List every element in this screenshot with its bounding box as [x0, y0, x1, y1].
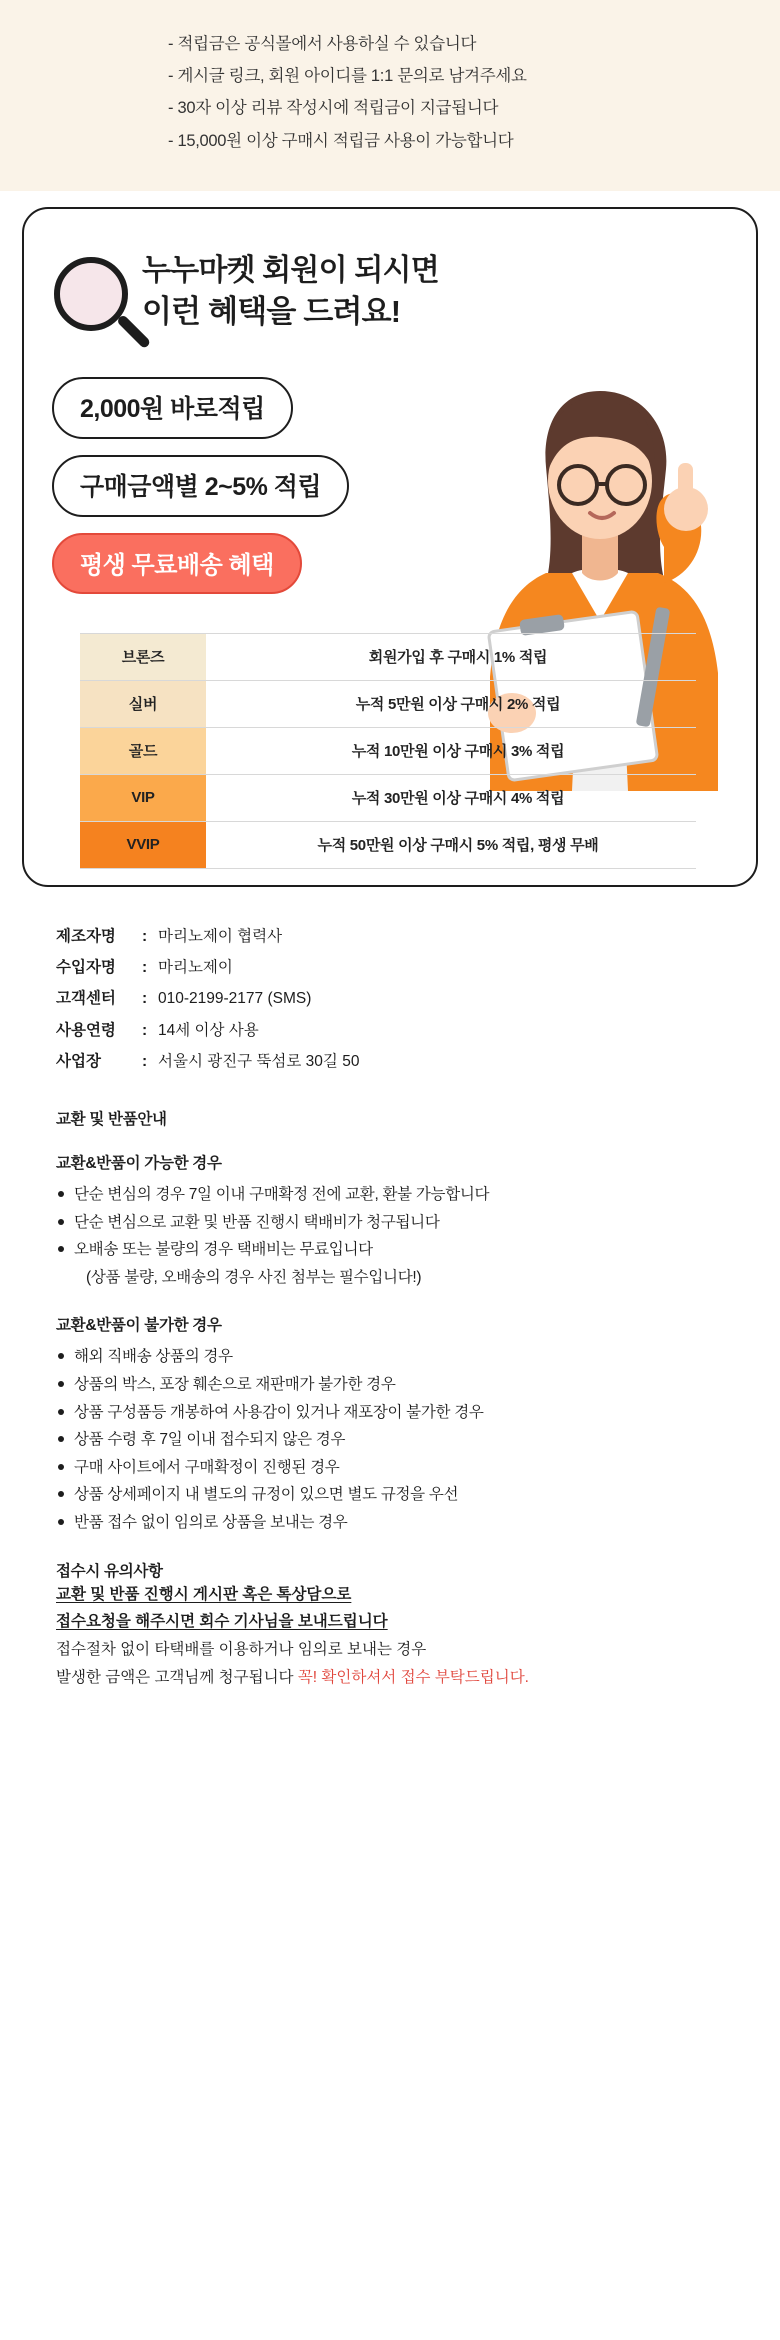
grade-desc: 누적 30만원 이상 구매시 4% 적립: [206, 774, 696, 821]
info-key: 수입자명: [56, 958, 116, 976]
benefit-card: [22, 207, 758, 887]
caution-plain-2-text: 발생한 금액은 고객님께 청구됩니다: [56, 1669, 294, 1687]
table-row: [80, 680, 696, 727]
table-row: [80, 774, 696, 821]
exchange-impossible-title: 교환&반품이 불가한 경우: [56, 1317, 222, 1335]
list-item: 구매 사이트에서 구매확정이 진행된 경우: [56, 1454, 740, 1482]
info-value: 마리노제이: [158, 958, 233, 976]
grade-desc: 누적 5만원 이상 구매시 2% 적립: [206, 680, 696, 727]
list-item: 상품 상세페이지 내 별도의 규정이 있으면 별도 규정을 우선: [56, 1481, 740, 1509]
grade-name: VVIP: [80, 821, 206, 868]
benefit-pill-list: [52, 377, 349, 610]
list-item: 상품의 박스, 포장 훼손으로 재판매가 불가한 경우: [56, 1371, 740, 1399]
grade-name: 브론즈: [80, 633, 206, 680]
list-item: 해외 직배송 상품의 경우: [56, 1343, 740, 1371]
list-item: 상품 구성품등 개봉하여 사용감이 있거나 재포장이 불가한 경우: [56, 1399, 740, 1427]
list-item: 상품 수령 후 7일 이내 접수되지 않은 경우: [56, 1426, 740, 1454]
caution-plain-1: 접수절차 없이 타택배를 이용하거나 임의로 보내는 경우: [56, 1641, 427, 1659]
info-row: 수입자명 : 마리노제이: [56, 952, 780, 983]
table-row: [80, 633, 696, 680]
info-row: 사용연령 : 14세 이상 사용: [56, 1015, 780, 1046]
headline-line-2: 이런 혜택을 드려요!: [142, 294, 401, 330]
benefit-pill-signup-point: 2,000원 바로적립: [52, 377, 293, 439]
list-item: 오배송 또는 불량의 경우 택배비는 무료입니다: [56, 1236, 740, 1264]
info-row: 고객센터 : 010-2199-2177 (SMS): [56, 983, 780, 1014]
notice-band: [0, 0, 780, 191]
info-key: 제조자명: [56, 927, 116, 945]
info-key: 사업장: [56, 1052, 101, 1070]
exchange-section-title: 교환 및 반품안내: [56, 1111, 167, 1129]
benefit-pill-free-shipping: 평생 무료배송 혜택: [52, 533, 302, 594]
info-value: 14세 이상 사용: [158, 1021, 259, 1039]
benefit-card-wrapper: [0, 191, 780, 887]
seller-info-block: [0, 887, 780, 1077]
list-item: 단순 변심의 경우 7일 이내 구매확정 전에 교환, 환불 가능합니다: [56, 1181, 740, 1209]
info-value: 마리노제이 협력사: [158, 927, 283, 945]
grade-desc: 회원가입 후 구매시 1% 적립: [206, 633, 696, 680]
info-row: 사업장 : 서울시 광진구 뚝섬로 30길 50: [56, 1046, 780, 1077]
info-row: 제조자명 : 마리노제이 협력사: [56, 921, 780, 952]
notice-line: - 15,000원 이상 구매시 적립금 사용이 가능합니다: [168, 131, 514, 150]
table-row: [80, 821, 696, 868]
info-key: 고객센터: [56, 990, 116, 1008]
grade-name: 실버: [80, 680, 206, 727]
grade-desc: 누적 50만원 이상 구매시 5% 적립, 평생 무배: [206, 821, 696, 868]
info-key: 사용연령: [56, 1021, 116, 1039]
grade-name: 골드: [80, 727, 206, 774]
exchange-possible-list: [56, 1181, 740, 1291]
exchange-return-section: [0, 1107, 780, 1692]
notice-line: - 적립금은 공식몰에서 사용하실 수 있습니다: [168, 35, 477, 53]
caution-title: 접수시 유의사항: [56, 1562, 163, 1580]
info-value: 서울시 광진구 뚝섬로 30길 50: [158, 1052, 360, 1070]
grade-desc: 누적 10만원 이상 구매시 3% 적립: [206, 727, 696, 774]
caution-plain-2-warning: 꼭! 확인하셔서 접수 부탁드립니다.: [297, 1669, 529, 1687]
caution-underline-1: 교환 및 반품 진행시 게시판 혹은 톡상담으로: [56, 1585, 352, 1603]
caution-underline-2: 접수요청을 해주시면 회수 기사님을 보내드립니다: [56, 1613, 388, 1631]
headline-line-1: 누누마켓 회원이 되시면: [142, 253, 439, 287]
table-row: [80, 727, 696, 774]
list-item-note: (상품 불량, 오배송의 경우 사진 첨부는 필수입니다!): [86, 1268, 422, 1286]
list-item: 단순 변심으로 교환 및 반품 진행시 택배비가 청구됩니다: [56, 1209, 740, 1237]
grade-table: [80, 633, 696, 869]
info-value: 010-2199-2177 (SMS): [158, 990, 312, 1008]
notice-list: [0, 28, 780, 157]
grade-name: VIP: [80, 774, 206, 821]
exchange-possible-title: 교환&반품이 가능한 경우: [56, 1155, 222, 1173]
caution-plain-2: [56, 1664, 740, 1692]
benefit-headline: [142, 251, 439, 333]
benefit-pill-tier-point: 구매금액별 2~5% 적립: [52, 455, 349, 517]
list-item: 반품 접수 없이 임의로 상품을 보내는 경우: [56, 1509, 740, 1537]
notice-line: - 30자 이상 리뷰 작성시에 적립금이 지급됩니다: [168, 99, 499, 118]
notice-line: - 게시글 링크, 회원 아이디를 1:1 문의로 남겨주세요: [168, 67, 527, 86]
exchange-impossible-list: [56, 1343, 740, 1536]
